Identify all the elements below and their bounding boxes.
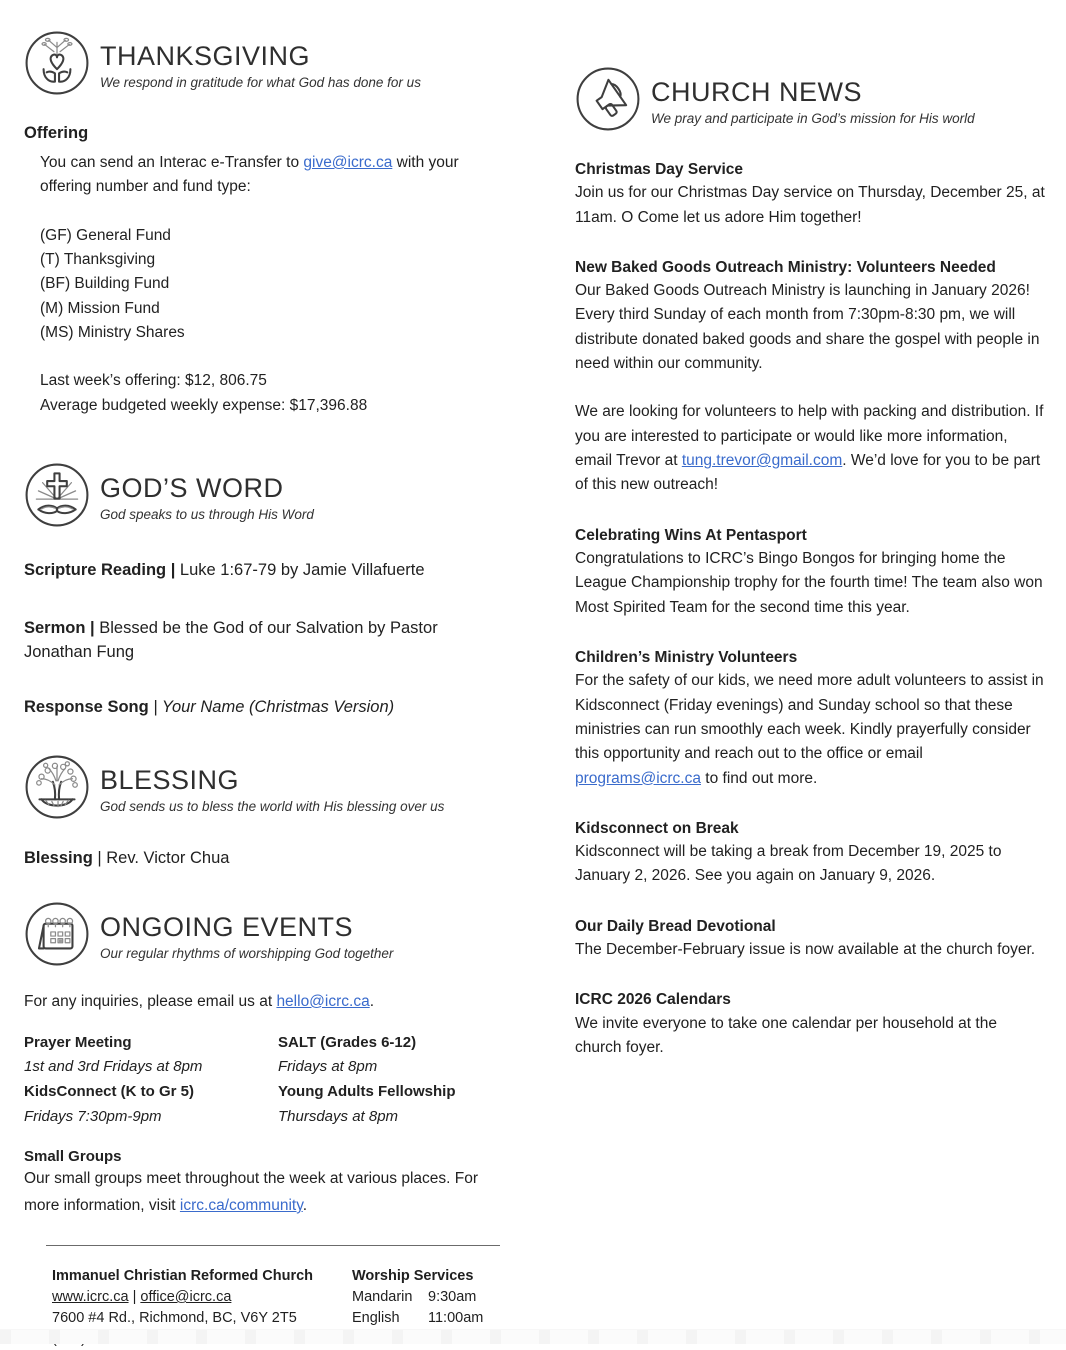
fund-item: (M) Mission Fund bbox=[40, 299, 160, 317]
blessing-value: Rev. Victor Chua bbox=[106, 848, 230, 867]
footer-divider bbox=[46, 1245, 500, 1246]
offering-intro-pre: You can send an Interac e-Transfer to bbox=[40, 154, 304, 171]
sermon-value: Blessed be the God of our Salvation by Pastor Jonathan Fung bbox=[24, 618, 438, 662]
right-column bbox=[575, 66, 1047, 1060]
give-email-link[interactable]: give@icrc.ca bbox=[303, 154, 393, 171]
event-time: Thursdays at 8pm bbox=[278, 1107, 399, 1125]
average-weekly-expense: Average budgeted weekly expense: $17,396.88 bbox=[40, 396, 368, 414]
calendar-icon bbox=[24, 901, 90, 967]
event-name: Young Adults Fellowship bbox=[278, 1083, 456, 1101]
footer-links: www.icrc.ca | office@icrc.ca bbox=[52, 1288, 232, 1305]
events-column-right bbox=[278, 1031, 502, 1130]
news-title: Children’s Ministry Volunteers bbox=[575, 649, 798, 667]
section-subtitle-church-news: We pray and participate in God’s mission for His world bbox=[651, 110, 975, 126]
service-time: 9:30am bbox=[428, 1288, 477, 1305]
sermon-line: Sermon | Blessed be the God of our Salvation by Pastor Jonathan Fung bbox=[24, 618, 438, 662]
fund-type-list bbox=[40, 224, 502, 346]
offering-heading: Offering bbox=[24, 124, 89, 142]
news-title: Christmas Day Service bbox=[575, 161, 744, 178]
offering-intro-post: with your offering number and fund type: bbox=[40, 154, 459, 196]
section-subtitle-gods-word: God speaks to us through His Word bbox=[100, 506, 314, 522]
left-column bbox=[24, 30, 502, 1350]
news-body: We invite everyone to take one calendar per household at the church foyer. bbox=[575, 1014, 997, 1056]
events-column-left bbox=[24, 1031, 278, 1130]
fund-item: (MS) Ministry Shares bbox=[40, 323, 185, 341]
fund-item: (T) Thanksgiving bbox=[40, 250, 156, 268]
news-title: Celebrating Wins At Pentasport bbox=[575, 526, 807, 544]
event-name: Prayer Meeting bbox=[24, 1033, 132, 1051]
scripture-reading-line: Scripture Reading | Luke 1:67-79 by Jamie Villafuerte bbox=[24, 560, 425, 579]
news-body: Kidsconnect will be taking a break from December 19, 2025 to January 2, 2026. See you again on January 9, 2026. bbox=[575, 843, 1002, 885]
news-item-kidsconnect-break bbox=[575, 817, 1047, 889]
small-groups-text: Our small groups meet throughout the week at various places. For more information, visit icrc.ca/community. bbox=[24, 1169, 479, 1214]
hello-email-link[interactable]: hello@icrc.ca bbox=[276, 992, 370, 1010]
blessing-label: Blessing bbox=[24, 848, 93, 867]
event-time: Fridays at 8pm bbox=[278, 1058, 378, 1076]
ongoing-events-grid bbox=[24, 1031, 502, 1130]
hands-heart-tree-icon bbox=[24, 30, 90, 96]
news-title: Our Daily Bread Devotional bbox=[575, 917, 776, 935]
inquiries-line: For any inquiries, please email us at hello@icrc.ca. bbox=[24, 992, 375, 1010]
news-body: Join us for our Christmas Day service on Thursday, December 25, at 11am. O Come let us adore Him together! bbox=[575, 184, 1045, 226]
news-item-christmas-day-service bbox=[575, 158, 1047, 230]
decorative-bottom-border bbox=[0, 1329, 1066, 1344]
news-body: The December-February issue is now available at the church foyer. bbox=[575, 941, 1036, 959]
offering-intro bbox=[40, 151, 502, 200]
small-groups-block bbox=[24, 1148, 502, 1219]
news-title: New Baked Goods Outreach Ministry: Volunteers Needed bbox=[575, 258, 996, 276]
news-body: For the safety of our kids, we need more adult volunteers to assist in Kidsconnect (Friday evenings) and Sunday school so that these ministries can run smoothly each week. Kindly prayerfully consider this opportunity and reach out to the office or email programs@icrc.ca to find out more. bbox=[575, 672, 1044, 787]
event-name: KidsConnect (K to Gr 5) bbox=[24, 1083, 195, 1101]
news-title: Kidsconnect on Break bbox=[575, 819, 739, 837]
scripture-reading-label: Scripture Reading bbox=[24, 560, 167, 579]
section-title-blessing: BLESSING bbox=[100, 765, 240, 796]
event-time: Fridays 7:30pm-9pm bbox=[24, 1107, 162, 1125]
news-body: We are looking for volunteers to help with packing and distribution. If you are interested to participate or would like more information, email Trevor at tung.trevor@gmail.com. We’d love for you to be part of this new outreach! bbox=[575, 403, 1044, 494]
scripture-reading-value: Luke 1:67-79 by Jamie Villafuerte bbox=[179, 560, 425, 579]
community-link[interactable]: icrc.ca/community bbox=[179, 1196, 303, 1214]
service-row bbox=[352, 1287, 483, 1308]
blessing-line: Blessing | Rev. Victor Chua bbox=[24, 848, 230, 867]
response-song-value: Your Name (Christmas Version) bbox=[161, 698, 395, 717]
thanksgiving-header bbox=[24, 30, 502, 96]
response-song-label: Response Song bbox=[24, 698, 149, 717]
section-title-gods-word: GOD’S WORD bbox=[100, 473, 284, 504]
news-body: Our Baked Goods Outreach Ministry is launching in January 2026! Every third Sunday of each month from 7:30pm-8:30 pm, we will distribute donated baked goods and share the gospel with people in need within our community. bbox=[575, 282, 1040, 373]
church-name: Immanuel Christian Reformed Church bbox=[52, 1267, 314, 1284]
section-title-church-news: CHURCH NEWS bbox=[651, 77, 862, 108]
megaphone-icon bbox=[575, 66, 641, 132]
programs-email-link[interactable]: programs@icrc.ca bbox=[575, 769, 701, 787]
church-address: 7600 #4 Rd., Richmond, BC, V6Y 2T5 bbox=[52, 1309, 297, 1326]
fund-item: (BF) Building Fund bbox=[40, 275, 170, 293]
section-subtitle-ongoing-events: Our regular rhythms of worshipping God together bbox=[100, 945, 394, 961]
event-time: 1st and 3rd Fridays at 8pm bbox=[24, 1058, 203, 1076]
website-link[interactable]: www.icrc.ca bbox=[52, 1288, 129, 1305]
news-body: Congratulations to ICRC’s Bingo Bongos for bringing home the League Championship trophy for the fourth time! The team also won Most Spirited Team for the second time this year. bbox=[575, 550, 1043, 616]
response-song-line: Response Song | Your Name (Christmas Version) bbox=[24, 698, 395, 717]
section-title-thanksgiving: THANKSGIVING bbox=[100, 41, 311, 72]
service-row bbox=[352, 1308, 483, 1329]
small-groups-heading: Small Groups bbox=[24, 1147, 122, 1165]
event-name: SALT (Grades 6-12) bbox=[278, 1033, 417, 1051]
news-item-baked-goods-ministry bbox=[575, 256, 1047, 498]
section-subtitle-thanksgiving: We respond in gratitude for what God has done for us bbox=[100, 74, 421, 90]
blessing-header bbox=[24, 754, 502, 820]
news-item-pentasport-wins bbox=[575, 524, 1047, 620]
inquiries-pre: For any inquiries, please email us at bbox=[24, 992, 277, 1010]
gods-word-header bbox=[24, 462, 502, 528]
section-subtitle-blessing: God sends us to bless the world with His blessing over us bbox=[100, 798, 445, 814]
section-title-ongoing-events: ONGOING EVENTS bbox=[100, 911, 354, 942]
cross-and-bible-icon bbox=[24, 462, 90, 528]
sermon-label: Sermon bbox=[24, 618, 86, 637]
news-item-childrens-ministry bbox=[575, 646, 1047, 791]
church-news-header bbox=[575, 66, 1047, 132]
office-email-link[interactable]: office@icrc.ca bbox=[140, 1288, 232, 1305]
news-title: ICRC 2026 Calendars bbox=[575, 991, 731, 1009]
service-language: English bbox=[352, 1309, 400, 1326]
last-week-offering: Last week’s offering: $12, 806.75 bbox=[40, 372, 267, 390]
service-language: Mandarin bbox=[352, 1288, 413, 1305]
trevor-email-link[interactable]: tung.trevor@gmail.com bbox=[681, 452, 843, 470]
news-item-daily-bread bbox=[575, 915, 1047, 963]
offering-totals bbox=[40, 369, 502, 418]
fund-item: (GF) General Fund bbox=[40, 226, 171, 244]
service-time: 11:00am bbox=[428, 1309, 484, 1326]
news-item-2026-calendars bbox=[575, 988, 1047, 1060]
tree-icon bbox=[24, 754, 90, 820]
ongoing-events-header bbox=[24, 901, 502, 967]
worship-services-heading: Worship Services bbox=[352, 1267, 474, 1284]
